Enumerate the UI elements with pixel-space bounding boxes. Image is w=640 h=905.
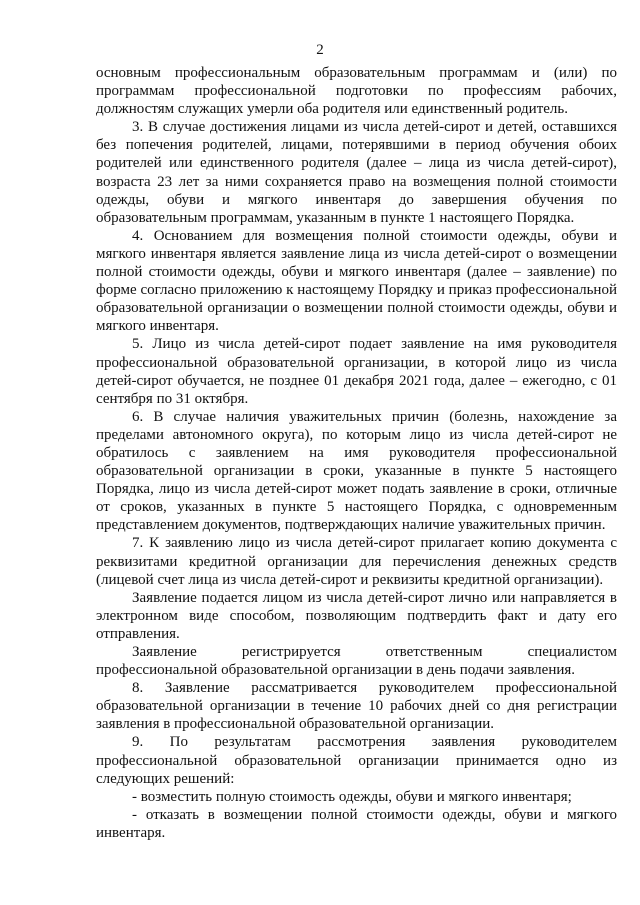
- paragraph-item-7: 7. К заявлению лицо из числа детей-сирот прилагает копию документа с реквизитами кредитной организации для перечисления денежных средств (лицевой счет лица из числа детей-сирот и реквизиты кредитной организации).: [96, 535, 617, 588]
- decision-reimburse: - возместить полную стоимость одежды, обуви и мягкого инвентаря;: [132, 788, 572, 805]
- page-number: 2: [316, 42, 324, 58]
- decision-refuse: - отказать в возмещении полной стоимости одежды, обуви и мягкого инвентаря.: [96, 806, 617, 841]
- paragraph-item-6: 6. В случае наличия уважительных причин (болезнь, нахождение за пределами автономного округа), по которым лицо из числа детей-сирот не обратилось с заявлением на имя руководителя профессиональной образовательной организации в сроки, указанные в пункте 5 настоящего Порядка, лицо из числа детей-сирот может подать заявление в сроки, отличные от сроков, указанных в пункте 5 настоящего Порядка, с одновременным представлением документов, подтверждающих наличие уважительных причин.: [96, 408, 617, 534]
- paragraph-item-4: 4. Основанием для возмещения полной стоимости одежды, обуви и мягкого инвентаря является заявление лица из числа детей-сирот о возмещении полной стоимости одежды, обуви и мягкого инвентаря (далее – заявление) по форме согласно приложению к настоящему Порядку и приказ профессиональной образовательной организации о возмещении полной стоимости одежды, обуви и мягкого инвентаря.: [96, 227, 617, 335]
- paragraph-registration: Заявление регистрируется ответственным специалистом профессиональной образовательной организации в день подачи заявления.: [96, 644, 617, 679]
- document-body: [96, 64, 617, 842]
- paragraph-submission: Заявление подается лицом из числа детей-сирот лично или направляется в электронном виде способом, позволяющим подтвердить факт и дату его отправления.: [96, 589, 617, 642]
- paragraph-item-8: 8. Заявление рассматривается руководителем профессиональной образовательной организации в течение 10 рабочих дней со дня регистрации заявления в профессиональной образовательной организации.: [96, 680, 617, 733]
- paragraph-item-3: 3. В случае достижения лицами из числа детей-сирот и детей, оставшихся без попечения родителей, лицами, потерявшими в период обучения обоих родителей или единственного родителя (далее – лица из числа детей-сирот), возраста 23 лет за ними сохраняется право на возмещения полной стоимости одежды, обуви и мягкого инвентаря до завершения обучения по образовательным программам, указанным в пункте 1 настоящего Порядка.: [96, 119, 617, 226]
- paragraph-item-9: 9. По результатам рассмотрения заявления руководителем профессиональной образовательной организации принимается одно из следующих решений:: [96, 734, 617, 787]
- paragraph-continuation: основным профессиональным образовательным программам и (или) по программам профессиональной подготовки по профессиям рабочих, должностям служащих умерли оба родителя или единственный родитель.: [96, 65, 617, 118]
- paragraph-item-5: 5. Лицо из числа детей-сирот подает заявление на имя руководителя профессиональной образовательной организации, в которой лицо из числа детей-сирот обучается, не позднее 01 декабря 2021 года, далее – ежегодно, с 01 сентября по 31 октября.: [96, 336, 617, 407]
